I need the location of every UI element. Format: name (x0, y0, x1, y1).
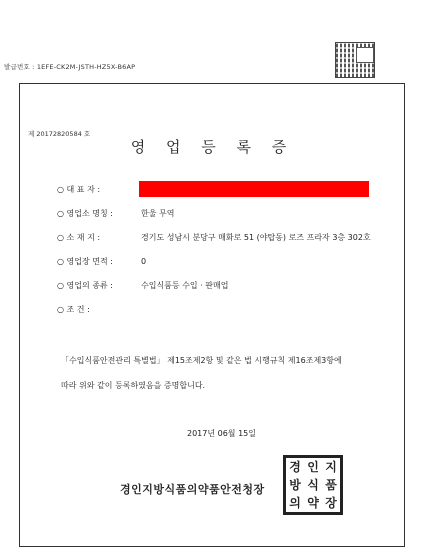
field-area (57, 256, 146, 267)
field-value: 한울 무역 (141, 209, 175, 218)
seal-char: 품 (325, 478, 337, 492)
seal-char: 식 (307, 478, 319, 492)
seal-char: 인 (307, 460, 319, 474)
field-label: ○ 대 표 자 : (57, 185, 101, 194)
field-label: ○ 영업소 명칭 : (57, 209, 113, 218)
field-address (57, 232, 371, 243)
seal-char: 의 (289, 496, 301, 510)
field-value: 경기도 성남시 분당구 매화로 51 (야탑동) 로즈 프라자 3층 302호 (141, 233, 371, 242)
seal-char: 경 (289, 460, 301, 474)
field-value: 0 (141, 257, 147, 266)
seal-char: 방 (289, 478, 301, 492)
statement-line-1: 「수입식품안전관리 특별법」 제15조제2항 및 같은 법 시행규칙 제16조제3항에 (61, 356, 342, 365)
seal-char: 지 (325, 460, 337, 474)
field-label: ○ 영업의 종류 : (57, 281, 113, 290)
statement-line-2: 따라 위와 같이 등록하였음을 증명합니다. (61, 381, 206, 390)
certificate-title: 영 업 등 록 증 (130, 138, 295, 156)
field-business-name (57, 208, 174, 219)
field-conditions (57, 304, 141, 315)
field-value: 수입식품등 수입 · 판매업 (141, 281, 229, 290)
official-seal-stamp (283, 455, 343, 515)
field-label: ○ 조 건 : (57, 305, 90, 314)
issue-number: 발급번호 : 1EFE-CK2M-JSTH-HZ5X-B6AP (4, 63, 136, 71)
field-label: ○ 소 재 지 : (57, 233, 101, 242)
field-representative (57, 184, 141, 195)
qr-code-icon (335, 42, 375, 78)
seal-char: 장 (325, 496, 337, 510)
issue-date: 2017년 06월 15일 (187, 429, 256, 438)
issuer-name: 경인지방식품의약품안전청장 (120, 483, 265, 496)
field-label: ○ 영업장 면적 : (57, 257, 113, 266)
document-number: 제 20172820584 호 (28, 130, 91, 138)
seal-char: 약 (307, 496, 319, 510)
field-business-type (57, 280, 228, 291)
qr-code-finder (356, 47, 374, 63)
redaction-bar (139, 181, 369, 197)
